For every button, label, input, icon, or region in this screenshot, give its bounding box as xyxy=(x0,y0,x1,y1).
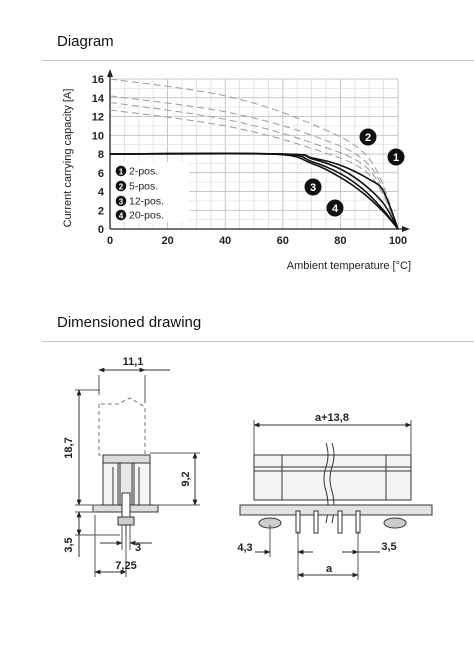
legend-label-4: 20-pos. xyxy=(129,209,165,222)
legend-label-3: 12-pos. xyxy=(129,195,165,208)
svg-text:4: 4 xyxy=(118,211,124,221)
x-tick-label: 20 xyxy=(161,235,174,247)
dim-label-a-13-8: a+13,8 xyxy=(315,412,349,424)
dim-label-4-3: 4,3 xyxy=(237,542,253,554)
y-axis-label: Current carrying capacity [A] xyxy=(62,88,74,228)
legend-label-1: 2-pos. xyxy=(129,165,159,178)
y-axis-arrow xyxy=(107,69,113,77)
curve-marker-label-2: 2 xyxy=(364,132,372,144)
y-tick-label: 2 xyxy=(97,205,104,218)
svg-text:3: 3 xyxy=(118,197,124,207)
diagram-section-title: Diagram xyxy=(57,33,114,50)
svg-text:1: 1 xyxy=(118,167,124,177)
legend-item-3 xyxy=(116,196,164,208)
y-tick-label: 8 xyxy=(97,149,104,161)
derating-chart xyxy=(0,0,474,290)
dashed-plug-outline xyxy=(99,398,145,455)
y-tick-label: 14 xyxy=(91,92,104,105)
x-tick-label: 80 xyxy=(334,235,347,247)
x-tick-label: 0 xyxy=(106,235,114,247)
dimensioned-drawing xyxy=(0,345,474,635)
y-tick-label: 6 xyxy=(97,167,104,180)
x-tick-label: 60 xyxy=(276,235,289,247)
y-tick-label: 10 xyxy=(91,130,104,143)
dim-label-3-5-right: 3,5 xyxy=(381,541,397,553)
legend-label-2: 5-pos. xyxy=(129,180,159,193)
x-axis-arrow xyxy=(402,226,410,232)
curve-marker-label-4: 4 xyxy=(331,203,339,215)
drawing-title-rule xyxy=(42,341,474,342)
y-tick-label: 0 xyxy=(97,224,104,236)
chart-legend xyxy=(111,162,189,222)
dim-label-3: 3 xyxy=(134,542,142,554)
legend-item-2 xyxy=(116,181,158,193)
curve-marker-label-3: 3 xyxy=(309,182,317,194)
legend-item-4 xyxy=(116,210,164,222)
x-axis-label: Ambient temperature [°C] xyxy=(286,260,411,272)
dim-label-3-5-left: 3,5 xyxy=(63,537,75,553)
legend-item-1 xyxy=(116,166,158,178)
dim-label-18-7: 18,7 xyxy=(63,437,75,459)
dim-label-a: a xyxy=(325,563,333,575)
svg-text:2: 2 xyxy=(118,182,124,192)
curve-marker-label-1: 1 xyxy=(392,152,400,164)
y-tick-label: 16 xyxy=(91,74,104,86)
y-tick-label: 4 xyxy=(97,186,104,199)
drawing-section-title: Dimensioned drawing xyxy=(57,314,202,331)
x-tick-label: 40 xyxy=(219,235,232,247)
dim-label-11-1: 11,1 xyxy=(122,356,144,368)
dim-label-7-25: 7,25 xyxy=(115,560,137,572)
y-tick-label: 12 xyxy=(91,111,104,124)
dim-label-9-2: 9,2 xyxy=(180,471,192,487)
x-tick-label: 100 xyxy=(388,235,408,247)
front-view xyxy=(240,420,432,580)
